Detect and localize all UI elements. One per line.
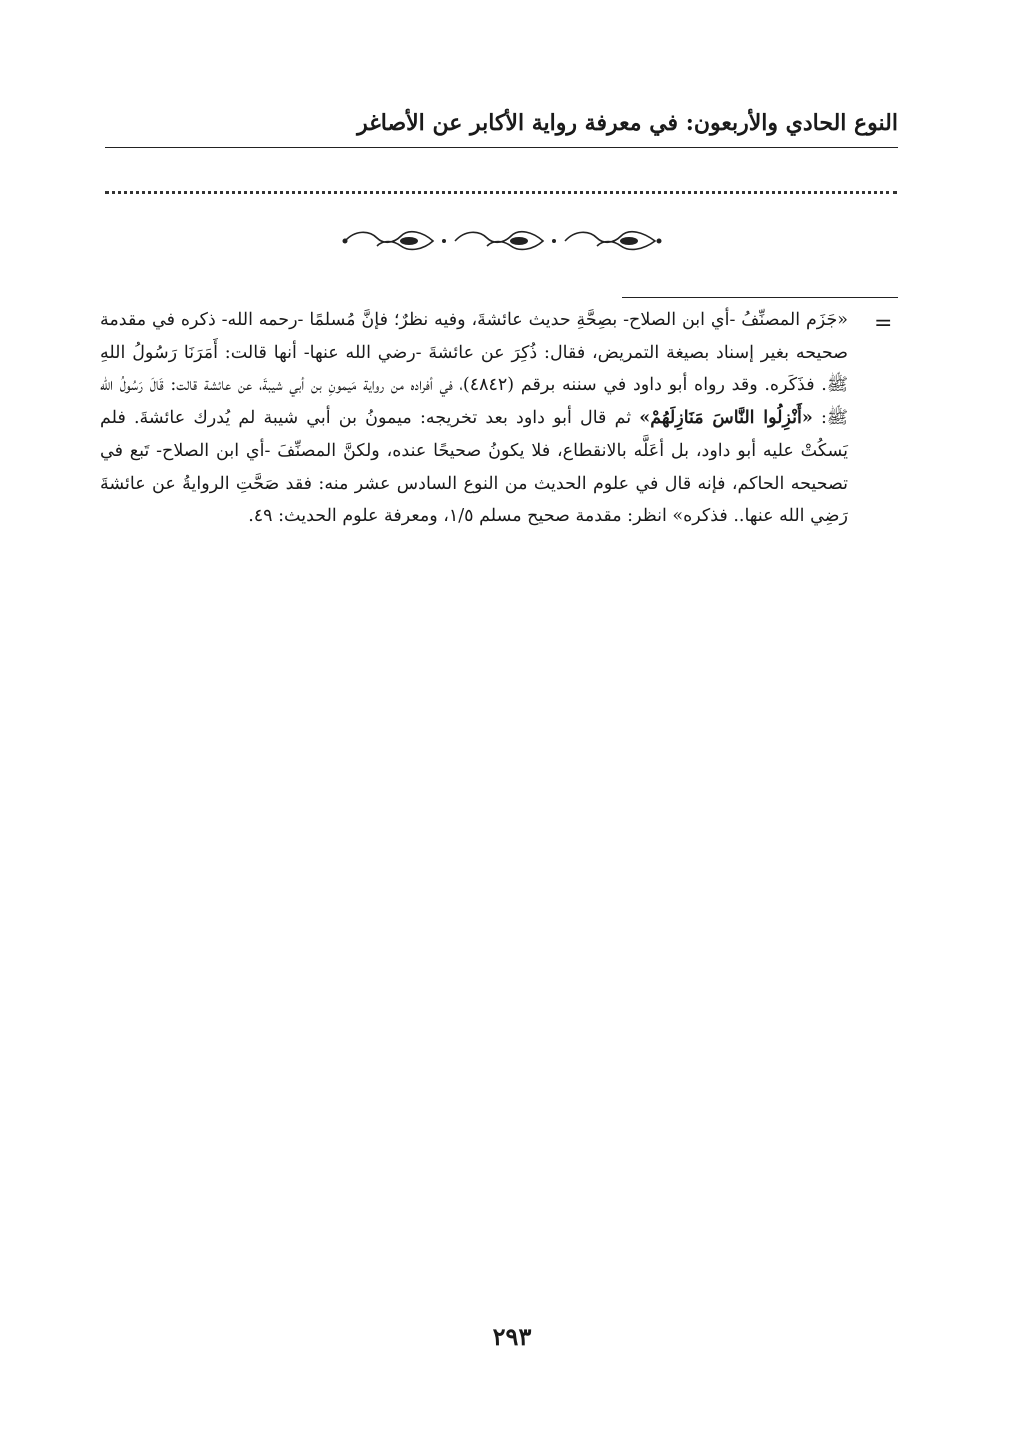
header-rule — [105, 147, 898, 148]
footnote-text — [100, 304, 848, 533]
running-header: النوع الحادي والأربعون: في معرفة رواية الأكابر عن الأصاغر — [357, 110, 898, 136]
dotted-separator — [105, 191, 897, 194]
continuation-mark: = — [874, 311, 893, 336]
footnote-text-part1: «جَزَم المصنِّفُ -أي ابن الصلاح- بصِحَّةِ حديث عائشةَ، وفيه نظرٌ؛ فإنَّ مُسلمًا -رحمه الله- ذكره في مقدمة صحيحه بغير إسناد بصيغة التمريض، فقال: ذُكِرَ عن عائشةَ -رضي الله عنها- أنها قالت: أَمَرَنَا رَسُولُ اللهِ ﷺ. فذَكَره. وقد رواه أبو داود في سننه برقم (٤٨٤٢)، في أفراده من رواية مَيمونِ بن أبي شيبةَ، عن عائشة قالت: قَالَ رَسُولُ الله ﷺ: — [100, 310, 849, 429]
hadith-quote: «أَنْزِلُوا النَّاسَ مَنَازِلَهُمْ» — [639, 408, 813, 429]
footnote-rule — [622, 297, 898, 298]
page-number: ٢٩٣ — [492, 1322, 532, 1351]
footnote-text-part2: ثم قال أبو داود بعد تخريجه: ميمونُ بن أبي شيبة لم يُدرك عائشةَ. فلم يَسكُتْ عليه أبو داود، بل أعَلَّه بالانقطاع، فلا يكونُ صحيحًا عنده، ولكنَّ المصنِّفَ -أي ابن الصلاح- تَبع في تصحيحه الحاكم، فإنه قال في علوم الحديث من النوع السادس عشر منه: فقد صَحَّتِ الروايةُ عن عائشةَ رَضِي الله عنها.. فذكره» انظر: مقدمة صحيح مسلم ١/٥، ومعرفة علوم الحديث: ٤٩. — [100, 408, 848, 527]
ornament-divider — [337, 224, 667, 258]
